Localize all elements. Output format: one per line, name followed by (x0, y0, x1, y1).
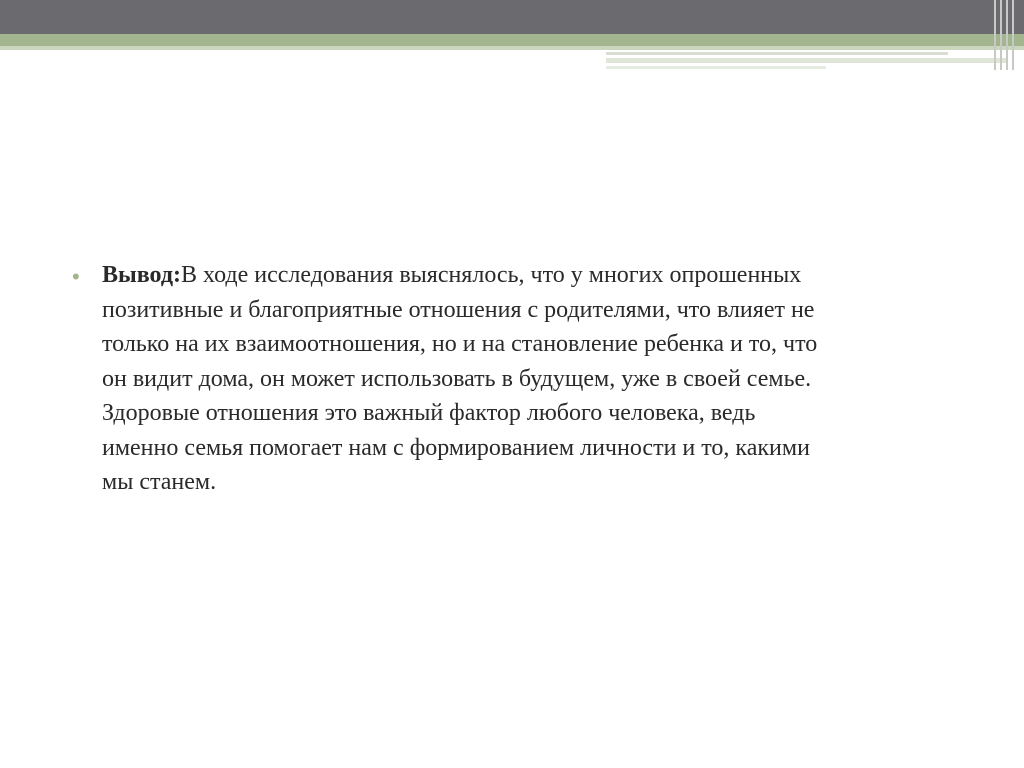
paragraph-line: он видит дома, он может использовать в будущем, уже в своей семье. (102, 365, 812, 392)
slide-body (72, 258, 972, 500)
paragraph-line: мы станем. (102, 469, 217, 495)
bullet-icon: • (72, 264, 80, 289)
header-accent-stripe-light (0, 46, 1024, 50)
corner-decoration (990, 0, 1024, 70)
paragraph-line: именно семья помогает нам с формированием личности и то, какими (102, 434, 810, 461)
decorative-line (606, 58, 1006, 63)
paragraph-line: только на их взаимоотношения, но и на становление ребенка и то, что (102, 331, 818, 357)
paragraph-line: В ходе исследования выяснялось, что у многих опрошенных (180, 262, 802, 288)
bullet-item (72, 258, 972, 500)
header-bar (0, 0, 1024, 34)
decorative-line (606, 52, 948, 55)
header-accent-stripe (0, 34, 1024, 46)
paragraph-line: позитивные и благоприятные отношения с родителями, что влияет не (102, 296, 815, 323)
conclusion-lead: Вывод: (102, 262, 181, 288)
conclusion-paragraph (102, 258, 972, 500)
paragraph-line: Здоровые отношения это важный фактор любого человека, ведь (102, 400, 756, 426)
decorative-line (606, 66, 826, 69)
